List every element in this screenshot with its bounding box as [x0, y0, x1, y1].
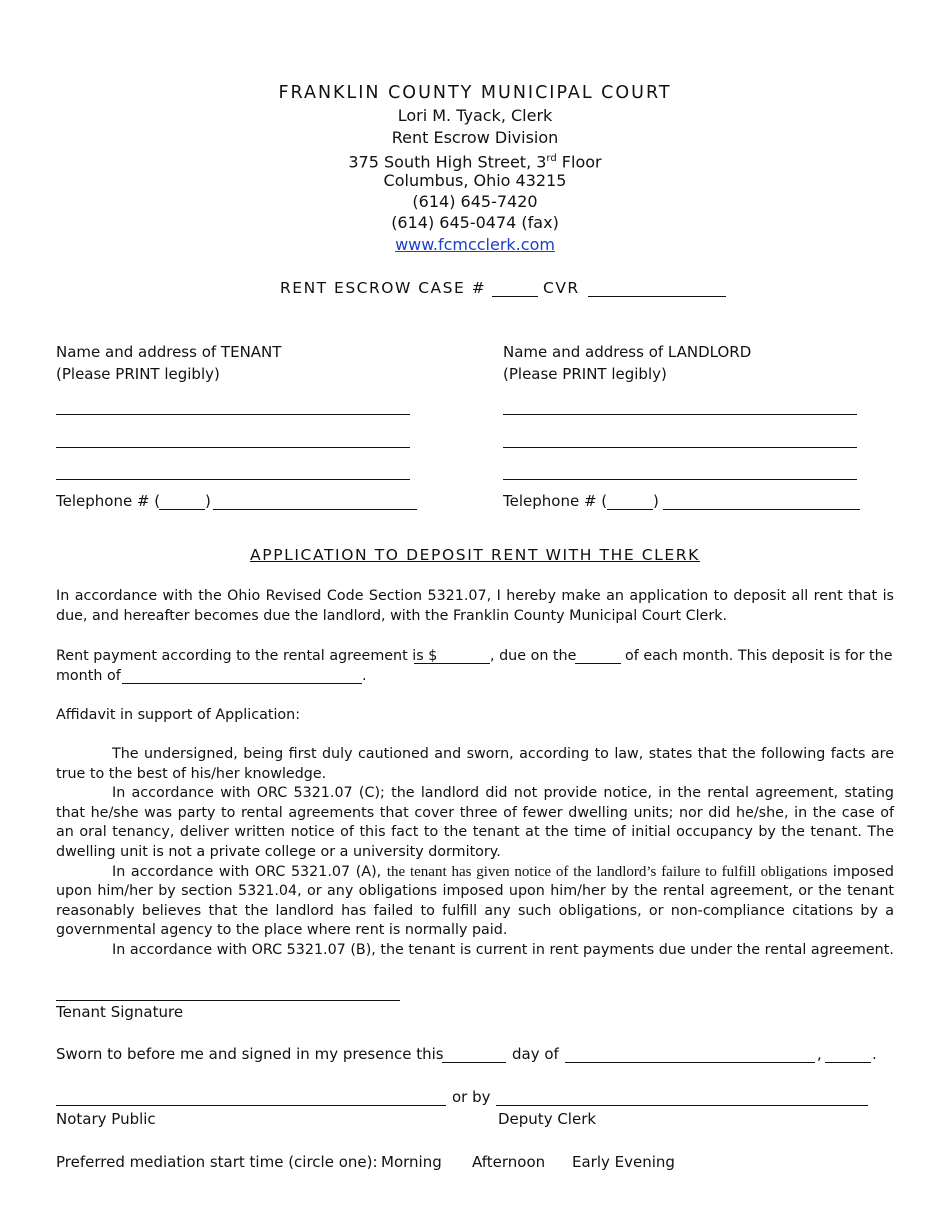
deputy-clerk-signature-field[interactable]	[496, 1105, 868, 1106]
court-name: FRANKLIN COUNTY MUNICIPAL COURT	[278, 83, 672, 103]
rent-amount-field[interactable]	[414, 663, 490, 664]
sworn-month-field[interactable]	[565, 1062, 815, 1063]
landlord-name-line-1[interactable]	[503, 414, 857, 415]
notary-signature-field[interactable]	[56, 1105, 446, 1106]
sworn-text-4: .	[872, 1045, 877, 1063]
landlord-address-line-3[interactable]	[503, 479, 857, 480]
rent-payment-text-3: of each month. This deposit is for the	[625, 648, 893, 664]
rent-payment-text-2: , due on the	[490, 648, 577, 664]
cvr-label: CVR	[543, 279, 580, 297]
cvr-field[interactable]	[588, 296, 726, 297]
sworn-text-1: Sworn to before me and signed in my presence this	[56, 1045, 444, 1063]
website-link-row	[0, 235, 950, 255]
case-number-field[interactable]	[492, 296, 538, 297]
sworn-text-3: ,	[817, 1045, 822, 1063]
tenant-area-code-field[interactable]	[159, 509, 205, 510]
affidavit-label: Affidavit in support of Application:	[56, 707, 301, 723]
address-street-text: 375 South High Street, 3	[348, 152, 547, 172]
landlord-phone-field[interactable]	[663, 509, 860, 510]
landlord-note: (Please PRINT legibly)	[503, 365, 667, 383]
address-floor-text: Floor	[556, 152, 602, 172]
affidavit-paragraph-3	[56, 863, 894, 941]
sworn-day-field[interactable]	[442, 1062, 506, 1063]
application-title-row	[0, 545, 950, 565]
tenant-address-line-3[interactable]	[56, 479, 410, 480]
deputy-clerk-label: Deputy Clerk	[498, 1110, 597, 1128]
application-intro: In accordance with the Ohio Revised Code Section 5321.07, I hereby make an application to deposit all rent that is due, and hereafter becomes due the landlord, with the Franklin County Municipal Court Clerk.	[56, 588, 894, 624]
rent-payment-text-1: Rent payment according to the rental agreement is $	[56, 648, 438, 664]
mediation-label: Preferred mediation start time (circle one):	[56, 1153, 378, 1171]
affidavit-paragraph-4: In accordance with ORC 5321.07 (B), the tenant is current in rent payments due under the rental agreement.	[112, 941, 894, 958]
phone-number: (614) 645-7420	[412, 192, 538, 211]
landlord-address-line-2[interactable]	[503, 447, 857, 448]
tenant-note: (Please PRINT legibly)	[56, 365, 220, 383]
address-street	[0, 149, 950, 172]
tenant-phone-label: Telephone # (	[56, 492, 161, 510]
affidavit-p3-rest: imposed upon him/her by section 5321.04, or any obligations imposed upon him/her by the rental agreement, or the tenant reasonably believes that the landlord has failed to fulfill any such obligations, or non-compliance citations by a governmental agency to the place where rent is normally paid.	[56, 863, 894, 939]
tenant-name-line-1[interactable]	[56, 414, 410, 415]
landlord-phone-label: Telephone # (	[503, 492, 608, 510]
address-city: Columbus, Ohio 43215	[383, 171, 567, 190]
sworn-year-field[interactable]	[825, 1062, 871, 1063]
affidavit-p3-lead: In accordance with ORC 5321.07 (A),	[112, 863, 387, 880]
sworn-text-2: day of	[512, 1045, 559, 1063]
application-title: APPLICATION TO DEPOSIT RENT WITH THE CLERK	[250, 546, 700, 564]
tenant-heading: Name and address of TENANT	[56, 343, 282, 361]
tenant-phone-field[interactable]	[213, 509, 417, 510]
landlord-area-code-field[interactable]	[607, 509, 653, 510]
mediation-option-afternoon[interactable]: Afternoon	[472, 1153, 546, 1171]
rent-payment-text-5: .	[362, 668, 367, 684]
affidavit-paragraph-2: In accordance with ORC 5321.07 (C); the landlord did not provide notice, in the rental agreement, stating that he/she was party to rental agreements that cover three of fewer dwelling units; nor did he/she, in the case of an oral tenancy, deliver written notice of this fact to the tenant at the time of initial occupancy by the tenant. The dwelling unit is not a private college or a university dormitory.	[56, 785, 894, 860]
rent-due-day-field[interactable]	[575, 663, 621, 664]
affidavit-p3-serif: the tenant has given notice of the landlord’s failure to fulfill obligations	[386, 863, 828, 880]
website-link[interactable]: www.fcmcclerk.com	[395, 235, 555, 254]
fax-number: (614) 645-0474 (fax)	[391, 213, 559, 232]
tenant-address-line-2[interactable]	[56, 447, 410, 448]
landlord-heading: Name and address of LANDLORD	[503, 343, 752, 361]
rent-payment-text-4: month of	[56, 668, 121, 684]
affidavit-statements	[56, 745, 894, 961]
clerk-name: Lori M. Tyack, Clerk	[397, 106, 553, 125]
affidavit-paragraph-1: The undersigned, being first duly cautioned and sworn, according to law, states that the following facts are true to the best of his/her knowledge.	[56, 746, 894, 782]
or-by-text: or by	[452, 1088, 491, 1106]
tenant-phone-close: )	[205, 492, 211, 510]
address-floor-sup: rd	[546, 153, 557, 164]
deposit-month-field[interactable]	[122, 683, 362, 684]
notary-label: Notary Public	[56, 1110, 156, 1128]
tenant-signature-label: Tenant Signature	[56, 1003, 184, 1021]
division-name: Rent Escrow Division	[391, 128, 559, 147]
mediation-option-early-evening[interactable]: Early Evening	[572, 1153, 675, 1171]
mediation-option-morning[interactable]: Morning	[381, 1153, 442, 1171]
tenant-signature-field[interactable]	[56, 1000, 400, 1001]
case-number-label: RENT ESCROW CASE #	[280, 279, 487, 297]
landlord-phone-close: )	[653, 492, 659, 510]
